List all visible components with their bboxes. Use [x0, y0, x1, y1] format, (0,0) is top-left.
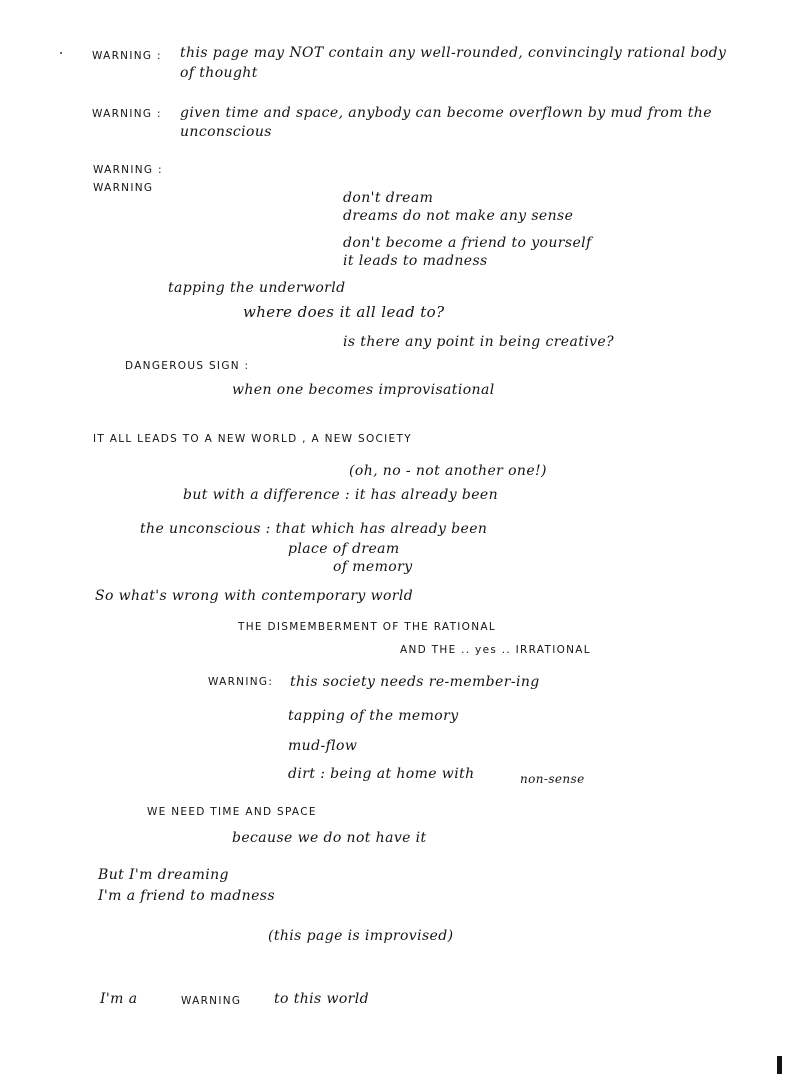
friend-madness-line: I'm a friend to madness	[98, 888, 275, 904]
closing-im-a: I'm a	[100, 991, 138, 1007]
closing-this-world: to this world	[274, 991, 370, 1007]
re-member-line: this society needs re-member-ing	[290, 674, 540, 690]
whats-wrong-line: So what's wrong with contemporary world	[95, 588, 414, 604]
new-world-line: IT ALL LEADS TO A NEW WORLD , A NEW SOCIETY	[93, 433, 412, 445]
irrational-line: AND THE .. yes .. IRRATIONAL	[400, 644, 591, 656]
dreaming-line: But I'm dreaming	[98, 867, 229, 883]
warning-text-2: given time and space, anybody can become overflown by mud from the	[180, 105, 712, 121]
mud-flow-line: mud-flow	[288, 738, 358, 754]
dont-dream-line: don't dream	[343, 190, 434, 206]
edge-ink-mark	[777, 1056, 782, 1074]
difference-line: but with a difference : it has already been	[183, 487, 499, 503]
improvised-line: (this page is improvised)	[268, 928, 454, 944]
point-creative-line: is there any point in being creative?	[343, 334, 615, 350]
leads-madness-line: it leads to madness	[343, 253, 488, 269]
tapping-memory-line: tapping of the memory	[288, 708, 459, 724]
warning-label-1: WARNING :	[92, 50, 162, 62]
warning-label-4: WARNING	[93, 182, 154, 194]
warning-text-1-cont: of thought	[180, 65, 258, 81]
dangerous-sign-label: DANGEROUS SIGN :	[125, 360, 250, 372]
underworld-line: tapping the underworld	[168, 280, 346, 296]
ink-dot	[60, 52, 62, 54]
improvisational-line: when one becomes improvisational	[232, 382, 495, 398]
dirt-line: dirt : being at home with	[288, 766, 475, 782]
warning-text-2-cont: unconscious	[180, 124, 272, 140]
dreams-sense-line: dreams do not make any sense	[343, 208, 574, 224]
place-dream-line: place of dream	[288, 541, 400, 557]
because-line: because we do not have it	[232, 830, 427, 846]
time-space-line: WE NEED TIME AND SPACE	[147, 806, 317, 818]
warning-label-2: WARNING :	[92, 108, 162, 120]
where-lead-line: where does it all lead to?	[243, 303, 445, 321]
warning-label-3: WARNING :	[93, 164, 163, 176]
unconscious-line: the unconscious : that which has already been	[140, 521, 488, 537]
warning-text-1: this page may NOT contain any well-rounded, convincingly rational body	[180, 45, 727, 61]
closing-warning: WARNING	[181, 995, 242, 1007]
non-sense-line: non-sense	[520, 772, 585, 786]
friend-yourself-line: don't become a friend to yourself	[343, 235, 592, 251]
of-memory-line: of memory	[333, 559, 413, 575]
dismemberment-line: THE DISMEMBERMENT OF THE RATIONAL	[238, 621, 497, 633]
not-another-one-line: (oh, no - not another one!)	[349, 463, 547, 479]
warning-label-5: WARNING:	[208, 676, 274, 688]
